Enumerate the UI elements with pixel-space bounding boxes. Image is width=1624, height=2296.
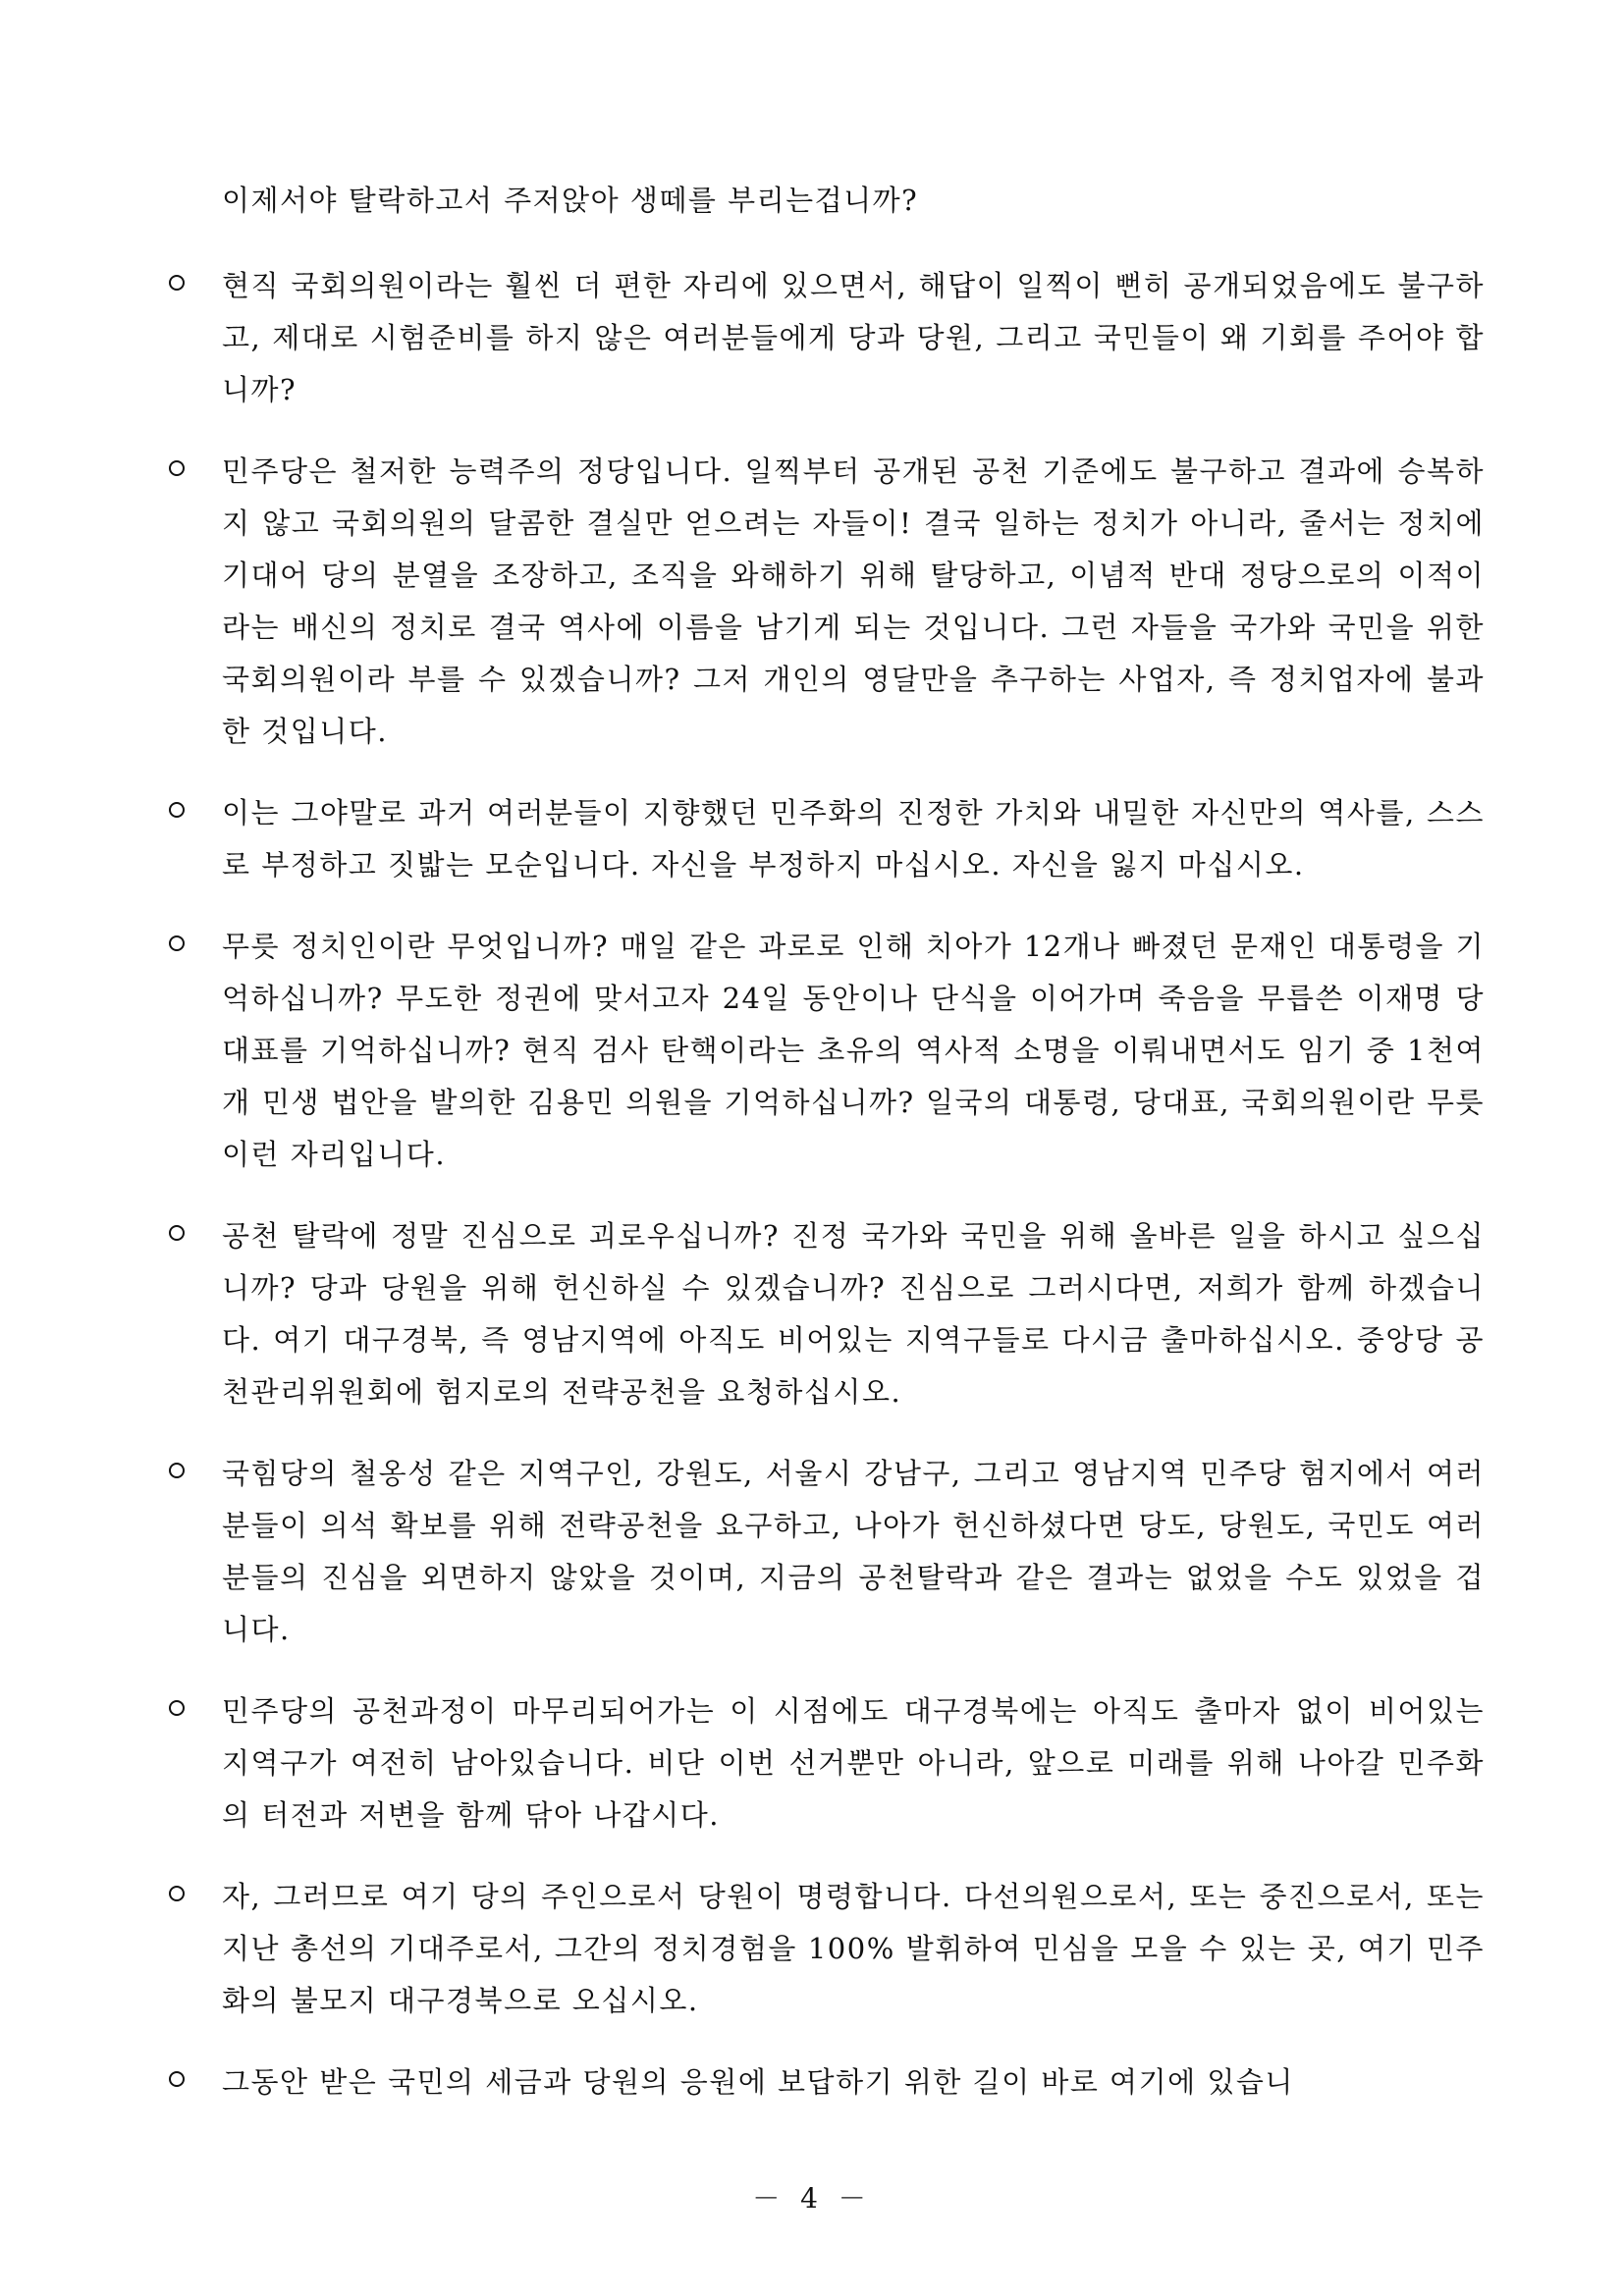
circle-bullet-icon bbox=[169, 2071, 185, 2087]
circle-bullet-icon bbox=[169, 460, 185, 476]
circle-bullet-icon bbox=[169, 802, 185, 818]
paragraph-text: 이는 그야말로 과거 여러분들이 지향했던 민주화의 진정한 가치와 내밀한 자신만의 역사를, 스스로 부정하고 짓밟는 모순입니다. 자신을 부정하지 마십시오. 자신을 잃지 마십시오. bbox=[222, 796, 1485, 881]
paragraph-2 bbox=[167, 446, 1485, 758]
paragraph-text: 민주당의 공천과정이 마무리되어가는 이 시점에도 대구경북에는 아직도 출마자 없이 비어있는 지역구가 여전히 남아있습니다. 비단 이번 선거뿐만 아니라, 앞으로 미래를 위해 나아갈 민주화의 터전과 저변을 함께 닦아 나갑시다. bbox=[222, 1694, 1485, 1832]
page-number: － 4 － bbox=[752, 2182, 872, 2215]
paragraph-text: 무릇 정치인이란 무엇입니까? 매일 같은 과로로 인해 치아가 12개나 빠졌던 문재인 대통령을 기억하십니까? 무도한 정권에 맞서고자 24일 동안이나 단식을 이어가며 죽음을 무릅쓴 이재명 당대표를 기억하십니까? 현직 검사 탄핵이라는 초유의 역사적 소명을 이뤄내면서도 임기 중 1천여개 민생 법안을 발의한 김용민 의원을 기억하십니까? 일국의 대통령, 당대표, 국회의원이란 무릇 이런 자리입니다. bbox=[222, 930, 1485, 1171]
continuation-line: 이제서야 탈락하고서 주저앉아 생떼를 부리는겁니까? bbox=[222, 184, 919, 217]
circle-bullet-icon bbox=[169, 275, 185, 291]
circle-bullet-icon bbox=[169, 1886, 185, 1901]
paragraph-8 bbox=[167, 1871, 1485, 2027]
paragraph-4 bbox=[167, 921, 1485, 1181]
paragraph-9 bbox=[167, 2056, 1485, 2109]
circle-bullet-icon bbox=[169, 1700, 185, 1716]
paragraph-text: 민주당은 철저한 능력주의 정당입니다. 일찍부터 공개된 공천 기준에도 불구하고 결과에 승복하지 않고 국회의원의 달콤한 결실만 얻으려는 자들이! 결국 일하는 정치가 아니라, 줄서는 정치에 기대어 당의 분열을 조장하고, 조직을 와해하기 위해 탈당하고, 이념적 반대 정당으로의 이적이라는 배신의 정치로 결국 역사에 이름을 남기게 되는 것입니다. 그런 자들을 국가와 국민을 위한 국회의원이라 부를 수 있겠습니까? 그저 개인의 영달만을 추구하는 사업자, 즉 정치업자에 불과한 것입니다. bbox=[222, 454, 1485, 748]
circle-bullet-icon bbox=[169, 1463, 185, 1478]
paragraph-text: 자, 그러므로 여기 당의 주인으로서 당원이 명령합니다. 다선의원으로서, 또는 중진으로서, 또는 지난 총선의 기대주로서, 그간의 정치경험을 100% 발휘하여 민심을 모을 수 있는 곳, 여기 민주화의 불모지 대구경북으로 오십시오. bbox=[222, 1880, 1485, 2017]
circle-bullet-icon bbox=[169, 1225, 185, 1241]
paragraph-5 bbox=[167, 1210, 1485, 1418]
paragraph-text: 국힘당의 철옹성 같은 지역구인, 강원도, 서울시 강남구, 그리고 영남지역 민주당 험지에서 여러분들이 의석 확보를 위해 전략공천을 요구하고, 나아가 헌신하셨다면 당도, 당원도, 국민도 여러분들의 진심을 외면하지 않았을 것이며, 지금의 공천탈락과 같은 결과는 없었을 수도 있었을 겁니다. bbox=[222, 1457, 1485, 1646]
paragraph-text: 현직 국회의원이라는 훨씬 더 편한 자리에 있으면서, 해답이 일찍이 뻔히 공개되었음에도 불구하고, 제대로 시험준비를 하지 않은 여러분들에게 당과 당원, 그리고 국민들이 왜 기회를 주어야 합니까? bbox=[222, 269, 1485, 406]
paragraph-text: 그동안 받은 국민의 세금과 당원의 응원에 보답하기 위한 길이 바로 여기에 있습니 bbox=[222, 2065, 1294, 2099]
paragraph-text: 공천 탈락에 정말 진심으로 괴로우십니까? 진정 국가와 국민을 위해 올바른 일을 하시고 싶으십니까? 당과 당원을 위해 헌신하실 수 있겠습니까? 진심으로 그러시다면, 저희가 함께 하겠습니다. 여기 대구경북, 즉 영남지역에 아직도 비어있는 지역구들로 다시금 출마하십시오. 중앙당 공천관리위원회에 험지로의 전략공천을 요청하십시오. bbox=[222, 1219, 1485, 1409]
paragraph-6 bbox=[167, 1448, 1485, 1656]
paragraph-7 bbox=[167, 1685, 1485, 1842]
paragraph-3 bbox=[167, 787, 1485, 891]
circle-bullet-icon bbox=[169, 935, 185, 951]
paragraph-1 bbox=[167, 260, 1485, 416]
document-body bbox=[167, 175, 1485, 2109]
